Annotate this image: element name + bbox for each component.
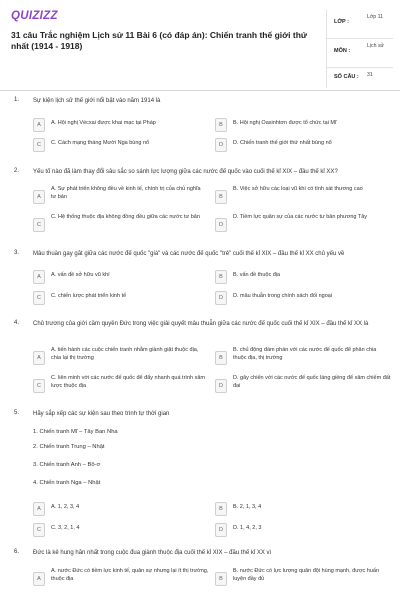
socau-label: SỐ CÂU : <box>334 74 359 80</box>
option-letter-badge: C <box>33 218 45 232</box>
option-text: A. 1, 2, 3, 4 <box>51 504 80 510</box>
option-text: C. liên minh với các nước đế quốc để đẩy nhanh quá trình xâm lược thuộc địa <box>51 375 205 389</box>
mon-label: MÔN : <box>334 48 351 54</box>
option-text: B. chủ động đàm phán với các nước đế quốc để phân chia thuộc địa, thị trường <box>233 347 377 361</box>
info-row-socau <box>327 68 393 88</box>
info-panel <box>326 10 393 88</box>
option-text: B. 2, 1, 3, 4 <box>233 504 262 510</box>
option-text: A. tiến hành các cuộc chiến tranh nhằm giành giật thuộc địa, chia lại thị trường <box>51 347 199 361</box>
question-number: 1. <box>14 97 20 103</box>
option-letter-badge: A <box>33 118 45 132</box>
option-letter-badge: B <box>215 502 227 516</box>
option-letter-badge: D <box>215 379 227 393</box>
option-text: C. 3, 2, 1, 4 <box>51 525 80 531</box>
option-text: B. Hội nghị Oasinhtơn được tổ chức tại Mĩ <box>233 120 337 126</box>
option-text: C. chiến lược phát triển kinh tế <box>51 293 127 299</box>
header-divider <box>0 90 400 91</box>
option-a[interactable] <box>33 568 208 588</box>
mon-value: Lịch sử <box>367 43 385 49</box>
option-text: C. Hệ thống thuộc địa không đồng đều giữa các nước tư bản <box>51 214 200 220</box>
question-text: Sự kiện lịch sử thế giới nổi bật vào năm 1914 là <box>33 98 161 104</box>
option-b[interactable] <box>215 568 390 588</box>
option-c[interactable] <box>33 291 203 306</box>
option-a[interactable] <box>33 270 203 285</box>
option-letter-badge: C <box>33 138 45 152</box>
option-a[interactable] <box>33 186 201 206</box>
question-number: 4. <box>14 320 20 326</box>
question-number: 2. <box>14 168 20 174</box>
option-b[interactable] <box>215 502 390 517</box>
option-text: D. 1, 4, 2, 3 <box>233 525 262 531</box>
option-letter-badge: B <box>215 270 227 284</box>
option-letter-badge: D <box>215 523 227 537</box>
option-b[interactable] <box>215 347 390 367</box>
option-letter-badge: B <box>215 190 227 204</box>
question-text: Đức là kẻ hung hăn nhất trong cuộc đua giành thuộc địa cuối thế kỉ XIX – đầu thế kỉ XX vì <box>33 550 272 556</box>
question-number: 3. <box>14 250 20 256</box>
option-text: D. Chiến tranh thế giới thứ nhất bùng nổ <box>233 140 332 146</box>
option-letter-badge: A <box>33 572 45 586</box>
option-letter-badge: D <box>215 218 227 232</box>
option-text: A. vấn đề sở hữu vũ khí <box>51 272 110 278</box>
info-row-mon <box>327 39 393 68</box>
option-text: D. mâu thuẫn trong chính sách đối ngoại <box>233 293 333 299</box>
worksheet-title: 31 câu Trắc nghiệm Lịch sử 11 Bài 6 (có đáp án): Chiến tranh thế giới thứ nhất (1914 - 1918) <box>11 30 308 51</box>
option-letter-badge: B <box>215 572 227 586</box>
option-letter-badge: A <box>33 351 45 365</box>
option-letter-badge: A <box>33 502 45 516</box>
option-d[interactable] <box>215 523 390 538</box>
option-b[interactable] <box>215 270 390 285</box>
info-row-lop <box>327 10 393 39</box>
option-text: B. vấn đề thuộc địa <box>233 272 281 278</box>
option-letter-badge: A <box>33 270 45 284</box>
option-c[interactable] <box>33 138 203 153</box>
socau-value: 31 <box>367 72 373 78</box>
option-a[interactable] <box>33 502 203 517</box>
option-text: A. nước Đức có tiềm lực kinh tế, quân sự nhưng lại ít thị trường, thuộc địa <box>51 568 209 582</box>
list-item: 1. Chiến tranh Mĩ – Tây Ban Nha <box>33 429 118 435</box>
lop-label: LỚP : <box>334 19 349 25</box>
question-number: 6. <box>14 549 20 555</box>
option-b[interactable] <box>215 186 390 206</box>
worksheet-header <box>0 0 400 78</box>
option-text: A. Sự phát triển không đều về kinh tế, chính trị của chủ nghĩa tư bản <box>51 186 201 200</box>
option-text: B. nước Đức có lực lượng quân đội hùng mạnh, được huấn luyện đầy đủ <box>233 568 380 582</box>
option-d[interactable] <box>215 214 390 234</box>
lop-value: Lớp 11 <box>367 14 383 20</box>
question-text: Chủ trương của giới cầm quyền Đức trong việc giải quyết mâu thuẫn giữa các nước đế quốc cuối thế kỉ XIX – đầu thế kỉ XX là <box>33 321 369 327</box>
list-item: 4. Chiến tranh Nga – Nhật <box>33 480 101 486</box>
option-text: A. Hội nghị Vécxai được khai mạc tại Pháp <box>51 120 156 126</box>
option-text: C. Cách mạng tháng Mười Nga bùng nổ <box>51 140 150 146</box>
option-letter-badge: C <box>33 523 45 537</box>
option-c[interactable] <box>33 523 203 538</box>
option-text: B. Việc sở hữu các loại vũ khí có tính sát thương cao <box>233 186 363 192</box>
option-letter-badge: A <box>33 190 45 204</box>
option-letter-badge: D <box>215 291 227 305</box>
option-c[interactable] <box>33 375 208 395</box>
option-text: D. Tiềm lực quân sự của các nước tư bản phương Tây <box>233 214 368 220</box>
option-letter-badge: B <box>215 351 227 365</box>
option-d[interactable] <box>215 375 390 395</box>
question-text: Hãy sắp xếp các sự kiện sau theo trình tự thời gian <box>33 411 170 417</box>
option-text: D. gây chiến với các nước đế quốc láng giềng để xâm chiếm đất đai <box>233 375 391 389</box>
option-letter-badge: C <box>33 291 45 305</box>
question-text: Yếu tố nào đã làm thay đổi sâu sắc so sánh lực lượng giữa các nước đế quốc vào cuối thế kỉ XIX – đầu thế kỉ XX? <box>33 169 338 175</box>
option-a[interactable] <box>33 347 208 367</box>
option-letter-badge: C <box>33 379 45 393</box>
option-d[interactable] <box>215 291 390 306</box>
question-text: Mâu thuẫn gay gắt giữa các nước đế quốc "già" và các nước đế quốc "trẻ" cuối thế kỉ XIX – đầu thế kỉ XX chủ yếu về <box>33 251 345 257</box>
quizizz-logo: QUIZIZZ <box>11 10 58 22</box>
option-b[interactable] <box>215 118 390 133</box>
option-d[interactable] <box>215 138 390 153</box>
list-item: 3. Chiến tranh Anh – Bô-ơ <box>33 462 101 468</box>
list-item: 2. Chiến tranh Trung – Nhật <box>33 444 105 450</box>
option-letter-badge: D <box>215 138 227 152</box>
option-c[interactable] <box>33 214 200 234</box>
option-a[interactable] <box>33 118 203 133</box>
option-letter-badge: B <box>215 118 227 132</box>
question-number: 5. <box>14 410 20 416</box>
